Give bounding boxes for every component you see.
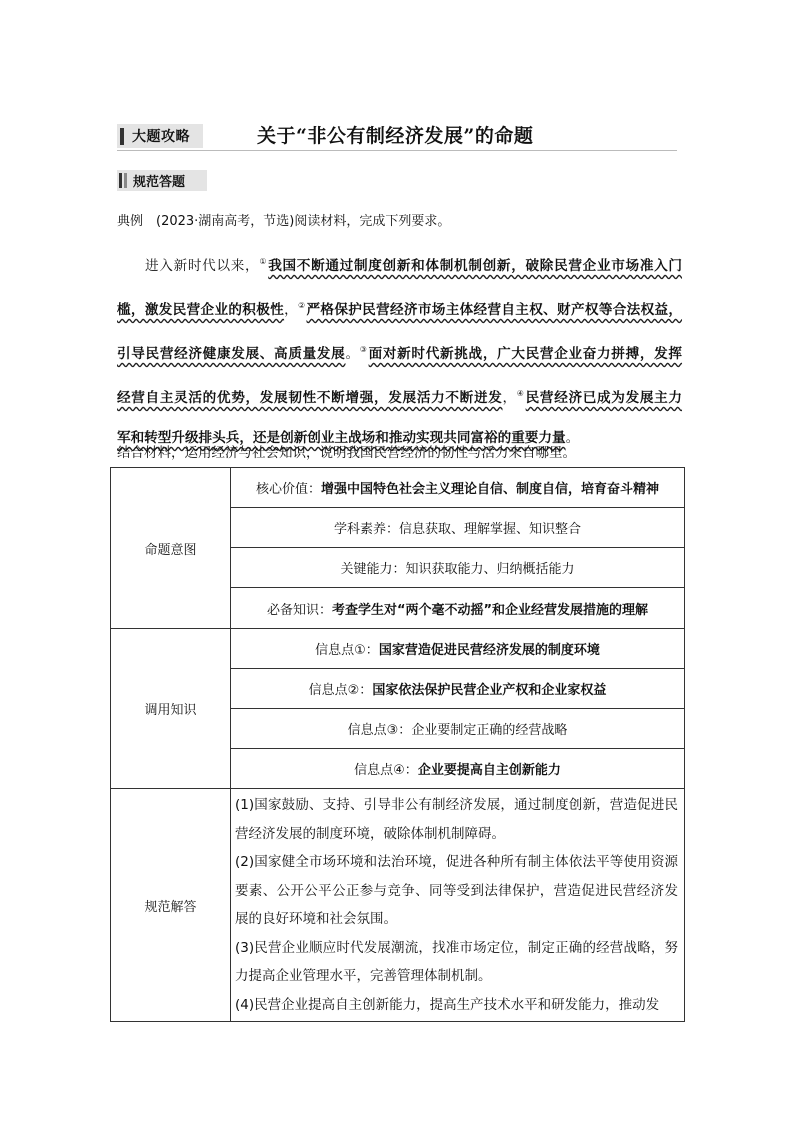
table-row — [231, 508, 685, 548]
analysis-table — [110, 467, 685, 1022]
row-value: 企业要制定正确的经营战略 — [411, 723, 568, 738]
material-line — [117, 330, 682, 374]
row-value: 知识获取能力、归纳概括能力 — [405, 562, 575, 577]
section-label-answer: 规范解答 — [111, 789, 231, 1022]
row-key: 信息点④： — [354, 763, 418, 778]
material-text: 。 — [345, 346, 360, 362]
table-row — [231, 669, 685, 709]
underlined-text: 经营自主灵活的优势，发展韧性不断增强，发展活力不断迸发 — [117, 390, 503, 406]
row-value: 国家依法保护民营企业产权和企业家权益 — [372, 683, 607, 698]
row-key: 关键能力： — [340, 562, 406, 577]
material-text: ， — [502, 390, 517, 406]
row-value: 国家营造促进民营经济发展的制度环境 — [378, 643, 600, 658]
chapter-tag — [117, 124, 203, 148]
tag-bar-icon — [120, 128, 124, 145]
page-title: 关于“非公有制经济发展”的命题 — [257, 125, 534, 147]
marker-4: ④ — [516, 389, 525, 398]
marker-3: ③ — [359, 345, 368, 354]
answer-item: (2)国家健全市场环境和法治环境，促进各种所有制主体依法平等使用资源要素、公开公平公正参与竞争、同等受到法律保护，营造促进民营经济发展的良好环境和社会氛围。 — [235, 854, 678, 927]
row-value: 考查学生对“两个毫不动摇”和企业经营发展措施的理解 — [331, 602, 649, 618]
underlined-text: 民营经济已成为发展主力 — [525, 390, 683, 406]
row-key: 学科素养： — [333, 522, 399, 537]
row-key: 信息点②： — [308, 683, 373, 698]
row-value: 增强中国特色社会主义理论自信、制度自信，培育奋斗精神 — [321, 482, 660, 497]
section-tag-label: 规范答题 — [133, 175, 186, 190]
table-row — [231, 629, 685, 669]
underlined-text: 槛，激发民营企业的积极性 — [117, 302, 285, 318]
table-row — [231, 709, 685, 749]
material-line — [117, 242, 682, 286]
material-text: 。 — [565, 430, 580, 446]
row-key: 必备知识： — [266, 602, 332, 618]
material-line — [117, 374, 682, 418]
answer-item: (4)民营企业提高自主创新能力，提高生产技术水平和研发能力，推动发 — [235, 996, 660, 1013]
answer-item: (1)国家鼓励、支持、引导非公有制经济发展，通过制度创新，营造促进民营经济发展的制度环境，破除体制机制障碍。 — [235, 797, 678, 842]
section-label-intent: 命题意图 — [111, 468, 231, 629]
material-text: 进入新时代以来， — [145, 258, 260, 274]
answer-item: (3)民营企业顺应时代发展潮流，找准市场定位，制定正确的经营战略，努力提高企业管理水平，完善管理体制机制。 — [235, 939, 678, 984]
underlined-text: 面对新时代新挑战，广大民营企业奋力拼搏，发挥 — [368, 346, 683, 362]
chapter-header — [117, 124, 677, 151]
underlined-text: 严格保护民营经济市场主体经营自主权、财产权等合法权益， — [306, 302, 683, 318]
section-tag — [117, 170, 207, 191]
chapter-tag-label: 大题攻略 — [132, 129, 190, 145]
row-key: 信息点①： — [315, 643, 379, 658]
row-key: 核心价值： — [255, 482, 321, 497]
underlined-text: 引导民营经济健康发展、高质量发展 — [117, 346, 346, 362]
table-row — [231, 749, 685, 789]
question-text: 结合材料，运用经济与社会知识，说明我国民营经济的韧性与活力来自哪里。 — [117, 445, 576, 461]
row-value: 信息获取、理解掌握、知识整合 — [399, 522, 582, 537]
marker-2: ② — [297, 301, 306, 310]
material-line — [117, 286, 682, 330]
marker-1: ① — [259, 257, 268, 266]
row-key: 信息点③： — [347, 723, 412, 738]
tag-bar-icon — [119, 173, 122, 188]
table-row — [231, 588, 685, 629]
answer-cell — [231, 789, 685, 1022]
table-row — [231, 548, 685, 588]
row-value: 企业要提高自主创新能力 — [417, 763, 561, 778]
underlined-text: 我国不断通过制度创新和体制机制创新，破除民营企业市场准入门 — [268, 258, 683, 274]
table-row — [231, 468, 685, 508]
section-label-knowledge: 调用知识 — [111, 629, 231, 789]
underlined-text: 军和转型升级排头兵，还是创新创业主战场和推动实现共同富裕的重要力量 — [117, 430, 566, 446]
tag-bar-icon — [124, 173, 127, 188]
material-passage — [117, 242, 682, 458]
example-intro: 典例 (2023·湖南高考，节选)阅读材料，完成下列要求。 — [117, 214, 451, 229]
material-text: ， — [284, 302, 298, 318]
